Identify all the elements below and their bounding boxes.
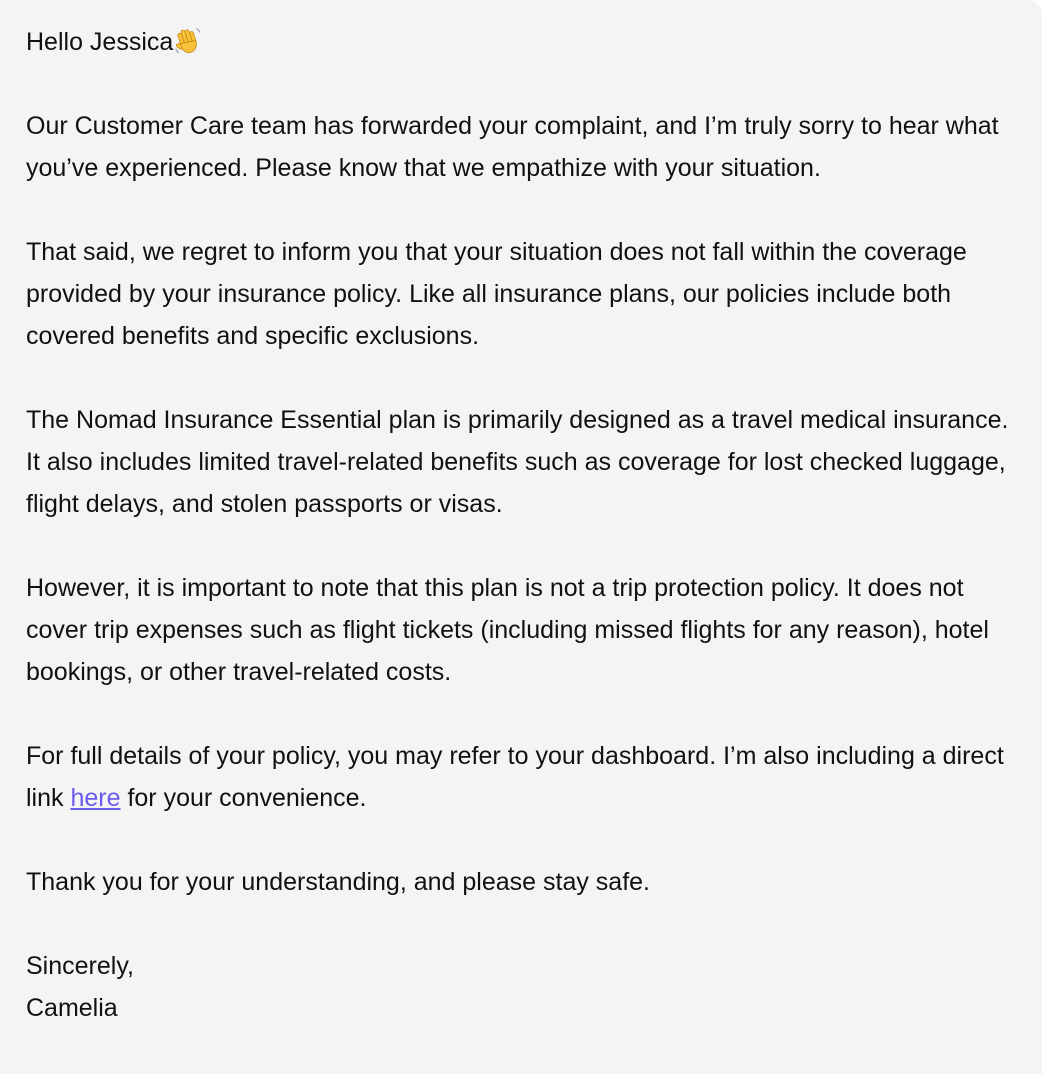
sign-off: Sincerely, (26, 952, 134, 980)
paragraph-coverage: That said, we regret to inform you that your situation does not fall within the coverage provided by your insurance policy. Like all insurance plans, our policies include both covered benefits and specific exclusions. (26, 238, 967, 350)
policy-link-text-after: for your convenience. (120, 784, 367, 812)
greeting-text: Hello Jessica (26, 28, 174, 56)
paragraph-plan-description: The Nomad Insurance Essential plan is primarily designed as a travel medical insurance. It also includes limited travel-related benefits such as coverage for lost checked luggage, flight delays, and stolen passports or visas. (26, 406, 1009, 518)
greeting (26, 21, 1022, 63)
paragraph-closing: Thank you for your understanding, and please stay safe. (26, 868, 650, 896)
signature-name: Camelia (26, 994, 118, 1022)
policy-link[interactable]: here (70, 784, 121, 812)
signature-block (26, 945, 1022, 1029)
paragraph-complaint: Our Customer Care team has forwarded your complaint, and I’m truly sorry to hear what you’ve experienced. Please know that we empathize with your situation. (26, 112, 999, 182)
paragraph-exclusions: However, it is important to note that this plan is not a trip protection policy. It does not cover trip expenses such as flight tickets (including missed flights for any reason), hotel bookings, or other travel-related costs. (26, 574, 989, 686)
waving-hand-icon (174, 26, 202, 54)
paragraph-policy-link (26, 735, 1022, 819)
policy-link-text-before: For full details of your policy, you may refer to your dashboard. I’m also including a direct link (26, 742, 1004, 812)
